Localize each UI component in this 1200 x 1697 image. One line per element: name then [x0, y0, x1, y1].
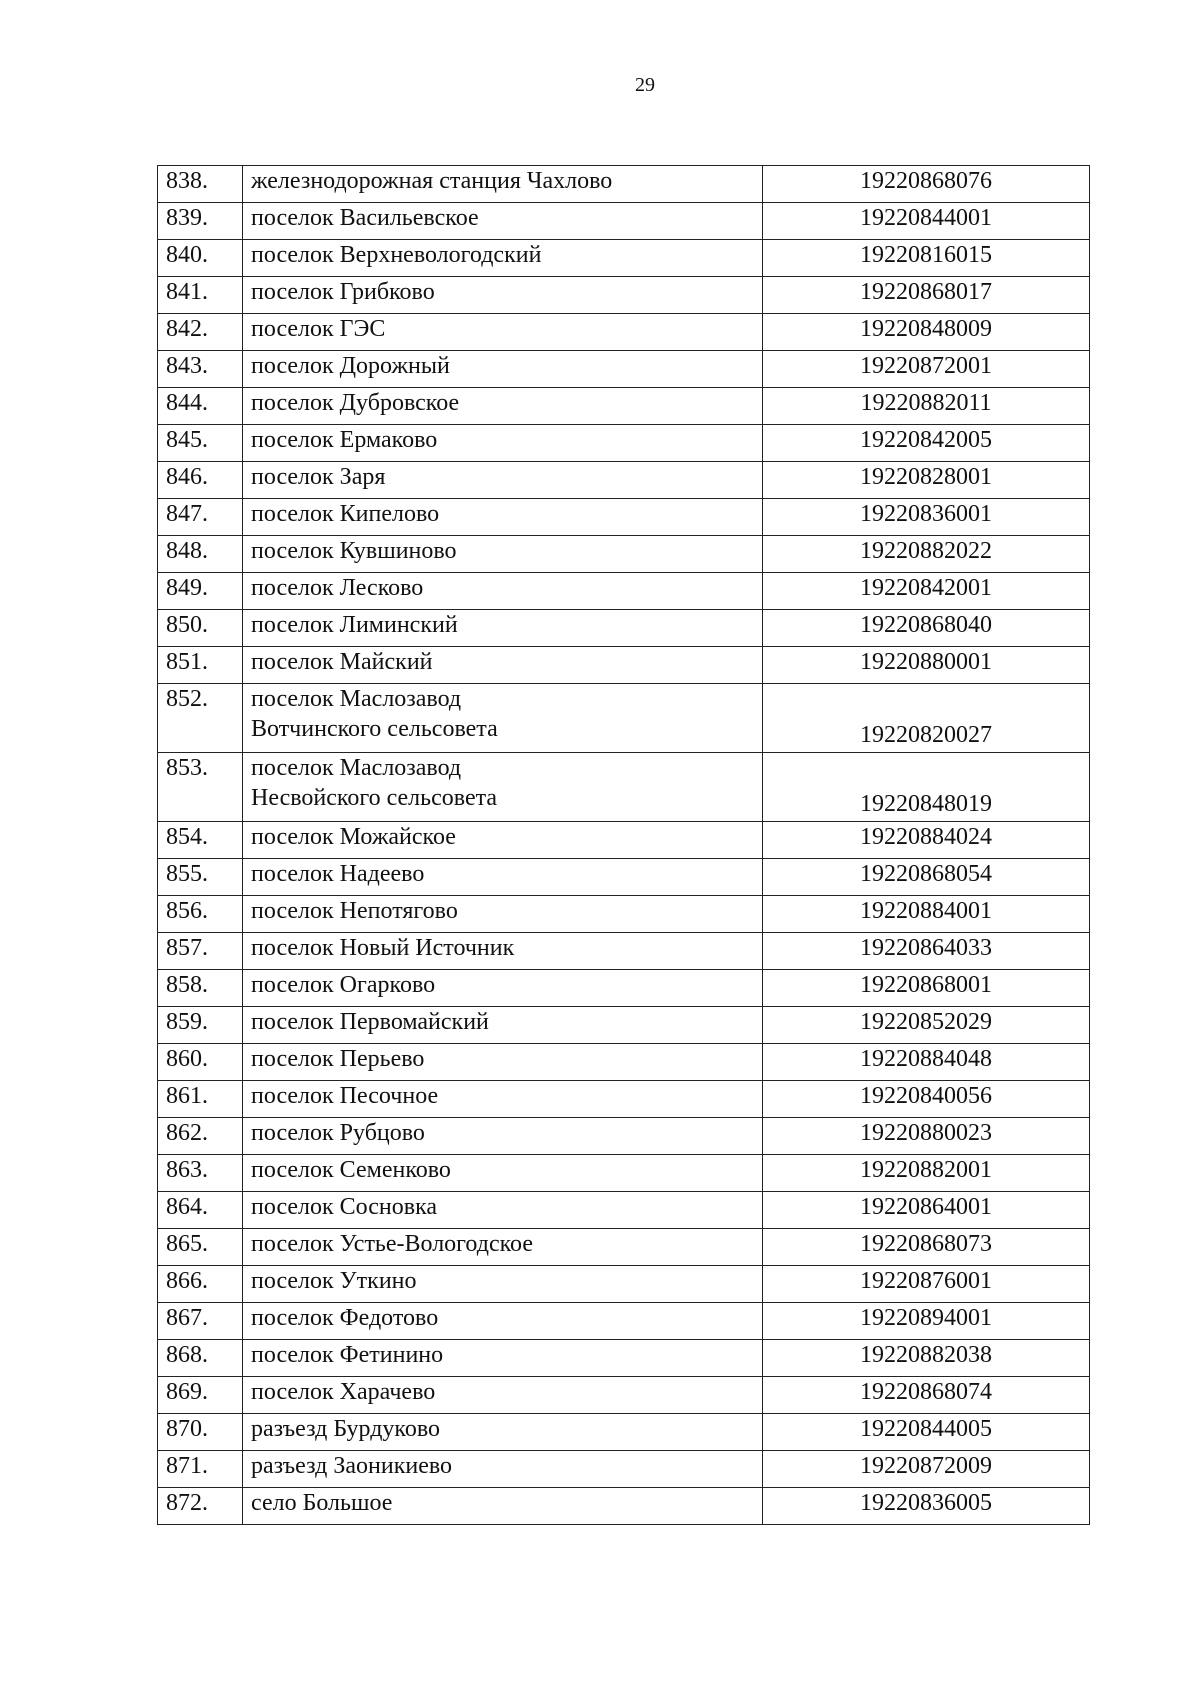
row-number: 855.	[158, 859, 243, 896]
settlement-name	[243, 536, 763, 573]
oktmo-code: 19220868017	[763, 277, 1090, 314]
row-number: 869.	[158, 1377, 243, 1414]
settlement-name-line: поселок Семенково	[251, 1157, 451, 1183]
settlement-name	[243, 203, 763, 240]
settlement-name-line: разъезд Бурдуково	[251, 1416, 441, 1442]
oktmo-code: 19220852029	[763, 1007, 1090, 1044]
oktmo-code: 19220868001	[763, 970, 1090, 1007]
settlement-name	[243, 896, 763, 933]
row-number: 858.	[158, 970, 243, 1007]
row-number: 865.	[158, 1229, 243, 1266]
settlement-name-line: поселок Кипелово	[251, 501, 440, 527]
settlement-name	[243, 1414, 763, 1451]
settlement-name	[243, 1340, 763, 1377]
row-number: 841.	[158, 277, 243, 314]
settlement-name-line: поселок Кувшиново	[251, 538, 457, 564]
settlement-name-line: поселок Сосновка	[251, 1194, 438, 1220]
oktmo-code: 19220848019	[763, 753, 1090, 822]
oktmo-code: 19220880001	[763, 647, 1090, 684]
settlement-name	[243, 462, 763, 499]
settlement-name	[243, 1488, 763, 1525]
settlement-name-line: поселок Грибково	[251, 279, 435, 305]
settlement-name	[243, 822, 763, 859]
settlement-name	[243, 1155, 763, 1192]
settlement-name-line: поселок Можайское	[251, 824, 456, 850]
settlement-name-line: поселок Дубровское	[251, 390, 460, 416]
settlement-name	[243, 1266, 763, 1303]
row-number: 847.	[158, 499, 243, 536]
row-number: 843.	[158, 351, 243, 388]
settlement-name-line: поселок Фетинино	[251, 1342, 444, 1368]
settlement-name-line: поселок Первомайский	[251, 1009, 489, 1035]
oktmo-code: 19220816015	[763, 240, 1090, 277]
settlement-name-line: поселок Лиминский	[251, 612, 458, 638]
table-row	[158, 933, 1090, 970]
settlement-name	[243, 753, 763, 822]
table-row	[158, 1155, 1090, 1192]
settlement-table	[157, 165, 1090, 1525]
settlement-name-line: поселок Непотягово	[251, 898, 458, 924]
oktmo-code: 19220884048	[763, 1044, 1090, 1081]
table-row	[158, 1340, 1090, 1377]
settlement-name-line: поселок Огарково	[251, 972, 436, 998]
table-row	[158, 1081, 1090, 1118]
table-row	[158, 499, 1090, 536]
settlement-name-line: поселок ГЭС	[251, 316, 386, 342]
settlement-name	[243, 425, 763, 462]
table-row	[158, 462, 1090, 499]
table-row	[158, 1266, 1090, 1303]
oktmo-code: 19220848009	[763, 314, 1090, 351]
oktmo-code: 19220880023	[763, 1118, 1090, 1155]
table-row	[158, 1377, 1090, 1414]
table-row	[158, 647, 1090, 684]
settlement-name	[243, 499, 763, 536]
settlement-name-line: поселок Устье-Вологодское	[251, 1231, 533, 1257]
settlement-name	[243, 1081, 763, 1118]
row-number: 857.	[158, 933, 243, 970]
oktmo-code: 19220836001	[763, 499, 1090, 536]
oktmo-code: 19220864033	[763, 933, 1090, 970]
oktmo-code: 19220882022	[763, 536, 1090, 573]
settlement-name	[243, 573, 763, 610]
settlement-name	[243, 277, 763, 314]
oktmo-code: 19220868054	[763, 859, 1090, 896]
settlement-name-line: поселок Ермаково	[251, 427, 438, 453]
oktmo-code: 19220882038	[763, 1340, 1090, 1377]
row-number: 853.	[158, 753, 243, 822]
table-row	[158, 970, 1090, 1007]
oktmo-code: 19220864001	[763, 1192, 1090, 1229]
settlement-name-line: поселок Рубцово	[251, 1120, 425, 1146]
row-number: 871.	[158, 1451, 243, 1488]
settlement-name-line: поселок Верхневологодский	[251, 242, 542, 268]
settlement-name-line: поселок Маслозавод	[251, 686, 462, 712]
oktmo-code: 19220872009	[763, 1451, 1090, 1488]
settlement-name-line: Вотчинского сельсовета	[251, 716, 498, 742]
table-row	[158, 573, 1090, 610]
settlement-name-line: поселок Заря	[251, 464, 386, 490]
oktmo-code: 19220868040	[763, 610, 1090, 647]
settlement-name-line: поселок Маслозавод	[251, 755, 462, 781]
settlement-name	[243, 1007, 763, 1044]
oktmo-code: 19220844001	[763, 203, 1090, 240]
settlement-name	[243, 610, 763, 647]
settlement-name	[243, 1377, 763, 1414]
table-row	[158, 1044, 1090, 1081]
table-row	[158, 1451, 1090, 1488]
row-number: 845.	[158, 425, 243, 462]
oktmo-code: 19220868073	[763, 1229, 1090, 1266]
settlement-name	[243, 314, 763, 351]
table-row	[158, 753, 1090, 822]
oktmo-code: 19220868076	[763, 166, 1090, 203]
oktmo-code: 19220868074	[763, 1377, 1090, 1414]
settlement-name-line: поселок Песочное	[251, 1083, 439, 1109]
row-number: 854.	[158, 822, 243, 859]
settlement-name-line: поселок Перьево	[251, 1046, 425, 1072]
settlement-name	[243, 1303, 763, 1340]
table-row	[158, 351, 1090, 388]
settlement-name-line: поселок Надеево	[251, 861, 425, 887]
row-number: 867.	[158, 1303, 243, 1340]
table-row	[158, 1192, 1090, 1229]
table-row	[158, 610, 1090, 647]
page-number: 29	[635, 74, 655, 96]
row-number: 849.	[158, 573, 243, 610]
row-number: 839.	[158, 203, 243, 240]
table-row	[158, 277, 1090, 314]
oktmo-code: 19220820027	[763, 684, 1090, 753]
table-row	[158, 1118, 1090, 1155]
oktmo-code: 19220842005	[763, 425, 1090, 462]
row-number: 850.	[158, 610, 243, 647]
table-row	[158, 684, 1090, 753]
row-number: 844.	[158, 388, 243, 425]
oktmo-code: 19220836005	[763, 1488, 1090, 1525]
settlement-name	[243, 351, 763, 388]
settlement-name	[243, 859, 763, 896]
oktmo-code: 19220884001	[763, 896, 1090, 933]
row-number: 863.	[158, 1155, 243, 1192]
settlement-name	[243, 1451, 763, 1488]
settlement-name-line: Несвойского сельсовета	[251, 785, 498, 811]
row-number: 840.	[158, 240, 243, 277]
row-number: 862.	[158, 1118, 243, 1155]
settlement-name	[243, 970, 763, 1007]
row-number: 851.	[158, 647, 243, 684]
row-number: 846.	[158, 462, 243, 499]
oktmo-code: 19220844005	[763, 1414, 1090, 1451]
settlement-name-line: поселок Майский	[251, 649, 433, 675]
oktmo-code: 19220876001	[763, 1266, 1090, 1303]
oktmo-code: 19220882001	[763, 1155, 1090, 1192]
settlement-name	[243, 388, 763, 425]
row-number: 838.	[158, 166, 243, 203]
row-number: 870.	[158, 1414, 243, 1451]
settlement-name	[243, 1192, 763, 1229]
table-row	[158, 859, 1090, 896]
settlement-name	[243, 240, 763, 277]
row-number: 859.	[158, 1007, 243, 1044]
settlement-name-line: село Большое	[251, 1490, 393, 1516]
settlement-name-line: поселок Харачево	[251, 1379, 436, 1405]
table-row	[158, 314, 1090, 351]
table-row	[158, 166, 1090, 203]
row-number: 864.	[158, 1192, 243, 1229]
oktmo-code: 19220842001	[763, 573, 1090, 610]
table-row	[158, 896, 1090, 933]
oktmo-code: 19220884024	[763, 822, 1090, 859]
row-number: 868.	[158, 1340, 243, 1377]
table-body	[158, 166, 1090, 1525]
settlement-name	[243, 647, 763, 684]
row-number: 860.	[158, 1044, 243, 1081]
settlement-name-line: поселок Новый Источник	[251, 935, 515, 961]
settlement-name	[243, 1229, 763, 1266]
settlement-name-line: поселок Федотово	[251, 1305, 439, 1331]
table-row	[158, 536, 1090, 573]
row-number: 842.	[158, 314, 243, 351]
settlement-name	[243, 1118, 763, 1155]
settlement-name-line: поселок Васильевское	[251, 205, 479, 231]
settlement-name	[243, 1044, 763, 1081]
settlement-name-line: разъезд Заоникиево	[251, 1453, 453, 1479]
table-row	[158, 1007, 1090, 1044]
settlement-name-line: поселок Дорожный	[251, 353, 450, 379]
settlement-name-line: железнодорожная станция Чахлово	[251, 168, 613, 194]
row-number: 861.	[158, 1081, 243, 1118]
settlement-name	[243, 933, 763, 970]
table-row	[158, 1229, 1090, 1266]
table-row	[158, 1303, 1090, 1340]
table-row	[158, 388, 1090, 425]
settlement-name	[243, 166, 763, 203]
oktmo-code: 19220882011	[763, 388, 1090, 425]
table-row	[158, 425, 1090, 462]
row-number: 866.	[158, 1266, 243, 1303]
oktmo-code: 19220840056	[763, 1081, 1090, 1118]
table-row	[158, 203, 1090, 240]
settlement-name-line: поселок Лесково	[251, 575, 424, 601]
settlement-name	[243, 684, 763, 753]
table-row	[158, 822, 1090, 859]
oktmo-code: 19220828001	[763, 462, 1090, 499]
oktmo-code: 19220894001	[763, 1303, 1090, 1340]
row-number: 856.	[158, 896, 243, 933]
table-row	[158, 240, 1090, 277]
oktmo-code: 19220872001	[763, 351, 1090, 388]
settlement-name-line: поселок Уткино	[251, 1268, 417, 1294]
row-number: 852.	[158, 684, 243, 753]
row-number: 848.	[158, 536, 243, 573]
table-row	[158, 1414, 1090, 1451]
table-row	[158, 1488, 1090, 1525]
row-number: 872.	[158, 1488, 243, 1525]
